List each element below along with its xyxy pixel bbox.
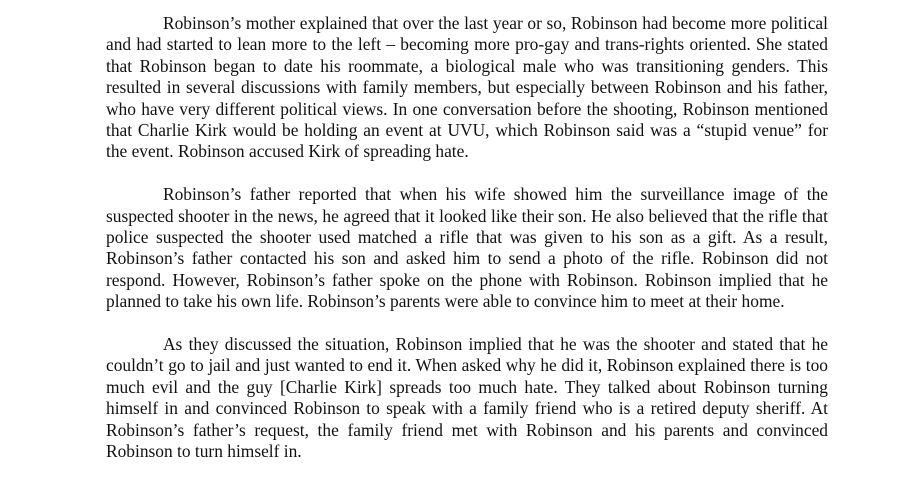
paragraph-mother-account: Robinson’s mother explained that over the last year or so, Robinson had become more political and had started to lean more to the left – becoming more pro-gay and trans-rights oriented. She stated that Robinson began to date his roommate, a biological male who was transitioning genders. This resulted in several discussions with family members, but especially between Robinson and his father, who have very different political views. In one conversation before the shooting, Robinson mentioned that Charlie Kirk would be holding an event at UVU, which Robinson said was a “stupid venue” for the event. Robinson accused Kirk of spreading hate. xyxy=(106,13,828,162)
paragraph-discussion: As they discussed the situation, Robinson implied that he was the shooter and stated that he couldn’t go to jail and just wanted to end it. When asked why he did it, Robinson explained there is too much evil and the guy [Charlie Kirk] spreads too much hate. They talked about Robinson turning himself in and convinced Robinson to speak with a family friend who is a retired deputy sheriff. At Robinson’s father’s request, the family friend met with Robinson and his parents and convinced Robinson to turn himself in. xyxy=(106,334,828,462)
document-page xyxy=(106,13,828,463)
paragraph-father-account: Robinson’s father reported that when his wife showed him the surveillance image of the suspected shooter in the news, he agreed that it looked like their son. He also believed that the rifle that police suspected the shooter used matched a rifle that was given to his son as a gift. As a result, Robinson’s father contacted his son and asked him to send a photo of the rifle. Robinson did not respond. However, Robinson’s father spoke on the phone with Robinson. Robinson implied that he planned to take his own life. Robinson’s parents were able to convince him to meet at their home. xyxy=(106,184,828,312)
